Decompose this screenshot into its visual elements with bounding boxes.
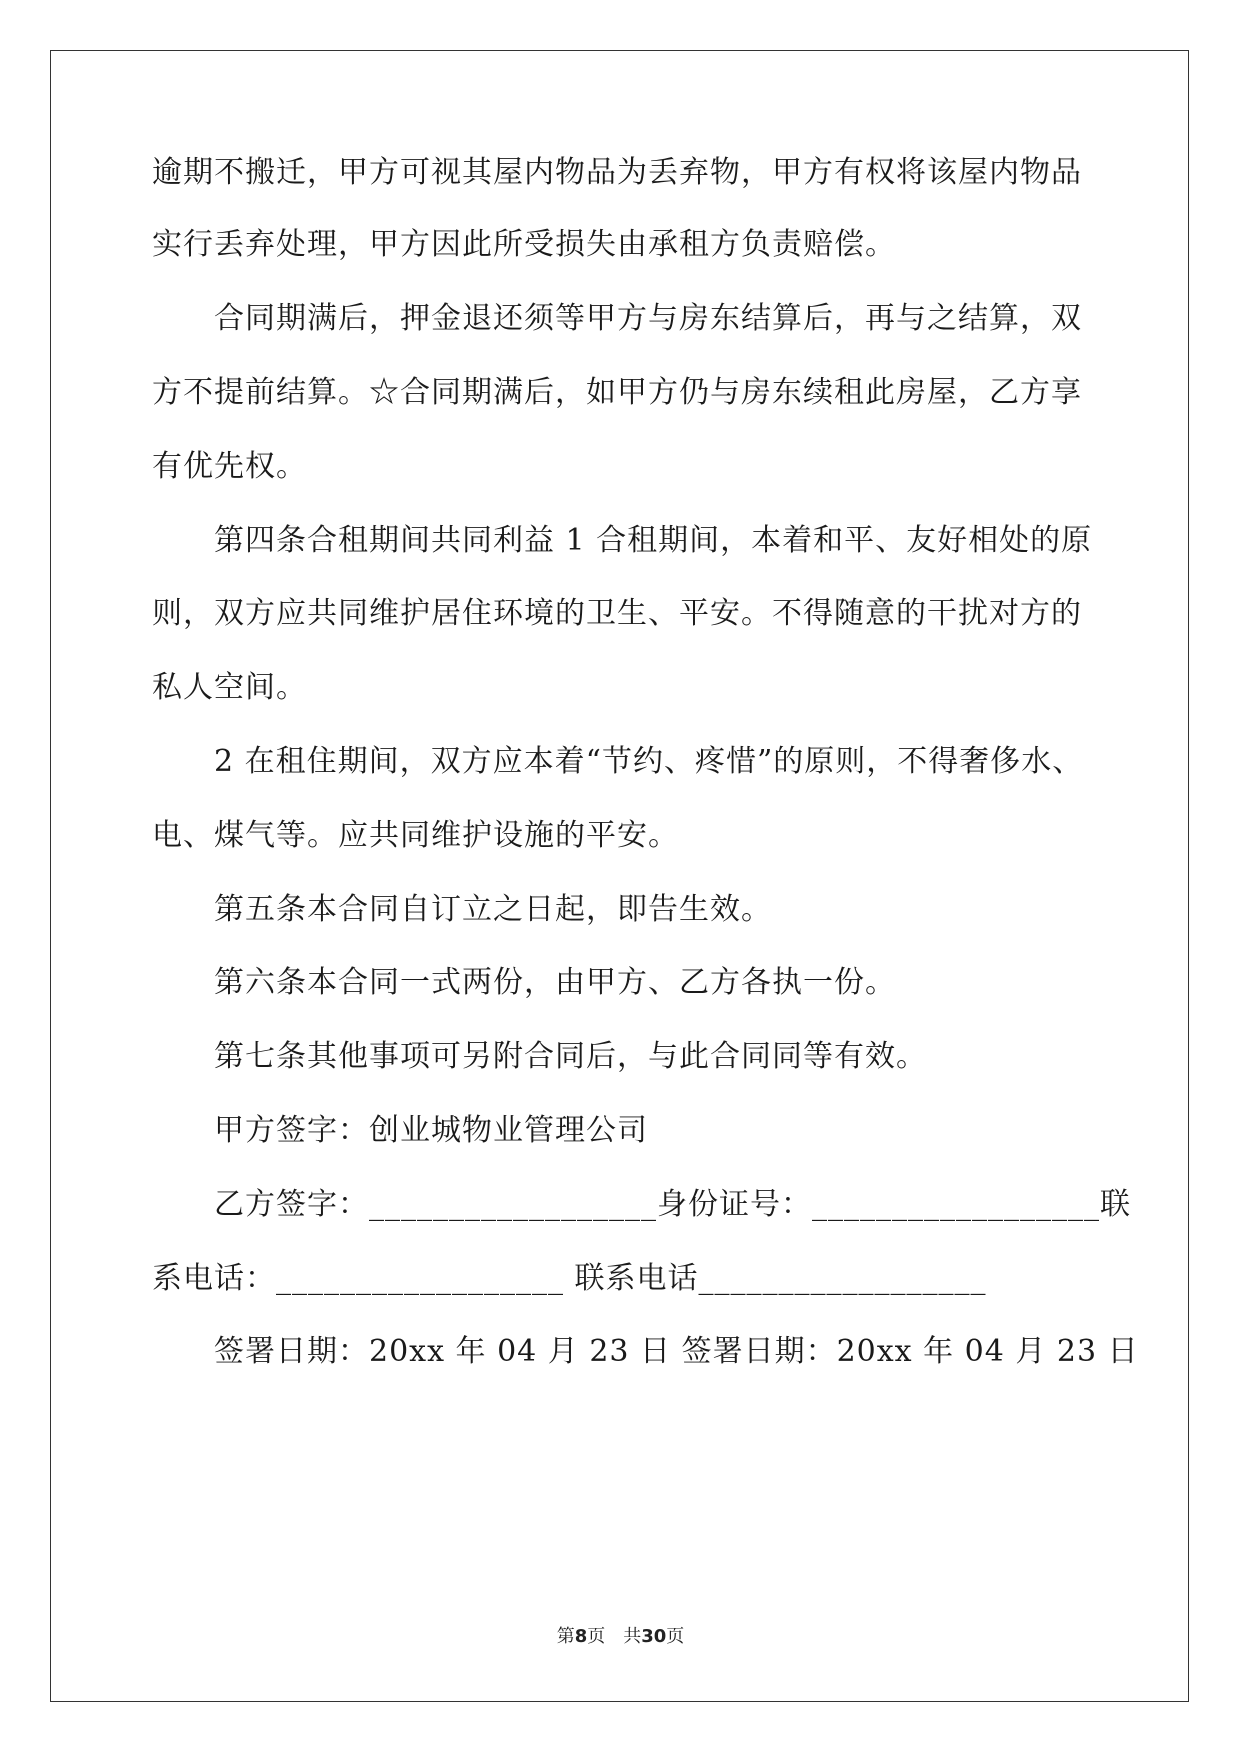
footer-suffix: 页 (666, 1626, 685, 1647)
text-line-2: 实行丢弃处理，甲方因此所受损失由承租方负责赔偿。 (152, 227, 896, 262)
text-line-6: 第四条合租期间共同利益 1 合租期间，本着和平、友好相处的原 (214, 523, 1093, 558)
signing-date-line: 签署日期：20xx 年 04 月 23 日 签署日期：20xx 年 04 月 23 日 (214, 1334, 1139, 1369)
signature-party-a: 甲方签字：创业城物业管理公司 (214, 1113, 648, 1148)
text-line-9: 2 在租住期间，双方应本着“节约、疼惜”的原则，不得奢侈水、 (214, 744, 1084, 779)
text-line-4: 方不提前结算。☆合同期满后，如甲方仍与房东续租此房屋，乙方享 (152, 375, 1082, 410)
text-line-8: 私人空间。 (152, 670, 307, 705)
contact-phone-line: 系电话：__________________ 联系电话__________________ (152, 1261, 987, 1296)
page-border (50, 50, 1189, 1702)
footer-total-pages: 30 (641, 1626, 667, 1647)
text-line-7: 则，双方应共同维护居住环境的卫生、平安。不得随意的干扰对方的 (152, 596, 1082, 631)
text-line-12: 第六条本合同一式两份，由甲方、乙方各执一份。 (214, 965, 896, 1000)
footer-prefix: 第 (556, 1626, 575, 1647)
text-line-5: 有优先权。 (152, 449, 307, 484)
signature-party-b: 乙方签字：__________________身份证号：__________________联 (214, 1187, 1131, 1222)
text-line-3: 合同期满后，押金退还须等甲方与房东结算后，再与之结算，双 (214, 301, 1082, 336)
text-line-13: 第七条其他事项可另附合同后，与此合同同等有效。 (214, 1039, 927, 1074)
footer-page-number: 8 (574, 1626, 588, 1647)
footer-middle: 页 共 (587, 1626, 642, 1647)
text-line-11: 第五条本合同自订立之日起，即告生效。 (214, 892, 772, 927)
text-line-1: 逾期不搬迁，甲方可视其屋内物品为丢弃物，甲方有权将该屋内物品 (152, 155, 1082, 190)
text-line-10: 电、煤气等。应共同维护设施的平安。 (152, 818, 679, 853)
page-footer (0, 1622, 1241, 1648)
